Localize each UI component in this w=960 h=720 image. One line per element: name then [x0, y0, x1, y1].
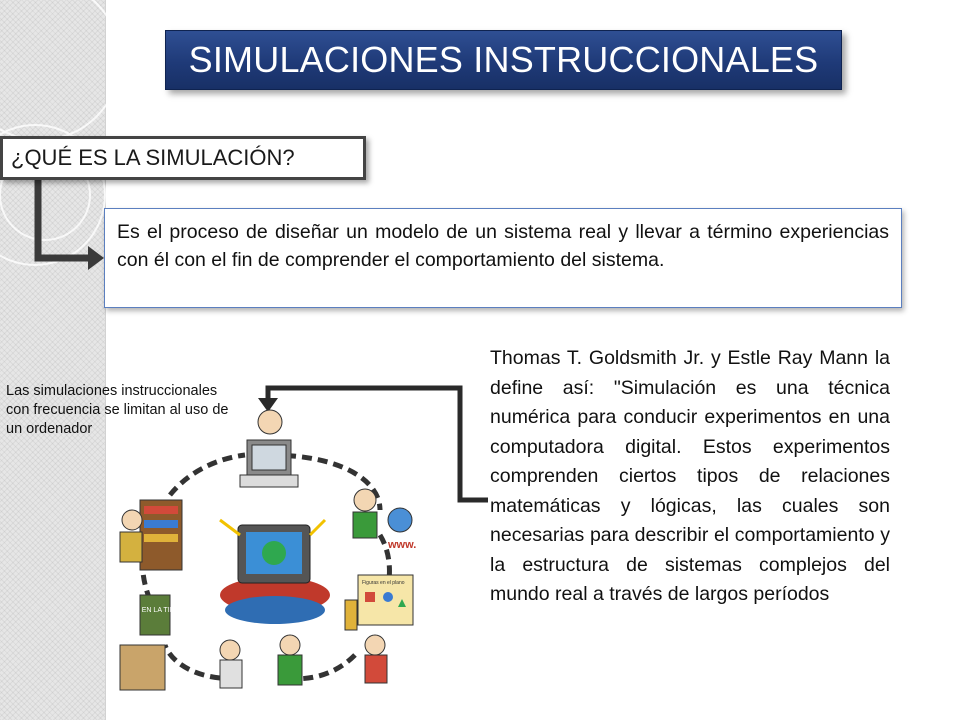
simulation-illustration: [110, 360, 440, 715]
svg-text:MATE EN LA TIERRA: MATE EN LA TIERRA: [120, 607, 190, 614]
svg-text:www.: www.: [388, 539, 417, 551]
quote-text: Thomas T. Goldsmith Jr. y Estle Ray Mann la define así: "Simulación es una técnica numérica para conducir experimentos en una computadora digital. Estos experimentos comprenden ciertos tipos de relaciones matemáticas y lógicas, las cuales son necesarias para describir el comportamiento y la estructura de sistemas complejos del mundo real a través de largos períodos: [490, 347, 890, 605]
shapes-board-icon: [345, 575, 413, 630]
computer-icon: [220, 520, 330, 624]
definition-box: Es el proceso de diseñar un modelo de un sistema real y llevar a término experiencias con él con el fin de comprender el comportamiento del sistema.: [104, 208, 902, 308]
svg-text:Figuras en el plano: Figuras en el plano: [362, 580, 405, 586]
question-heading: ¿QUÉ ES LA SIMULACIÓN?: [0, 136, 366, 180]
reader-icon: [120, 500, 182, 570]
globe-icon: [262, 541, 286, 565]
circle-decoration-icon: [0, 0, 120, 265]
connector-arrow-icon: [38, 180, 104, 270]
page-title: SIMULACIONES INSTRUCCIONALES: [165, 30, 842, 90]
teacher-computer-icon: [240, 410, 298, 487]
book-shelf-icon: [120, 595, 189, 690]
side-note: Las simulaciones instruccionales con frecuencia se limitan al uso de un ordenador: [6, 383, 229, 437]
